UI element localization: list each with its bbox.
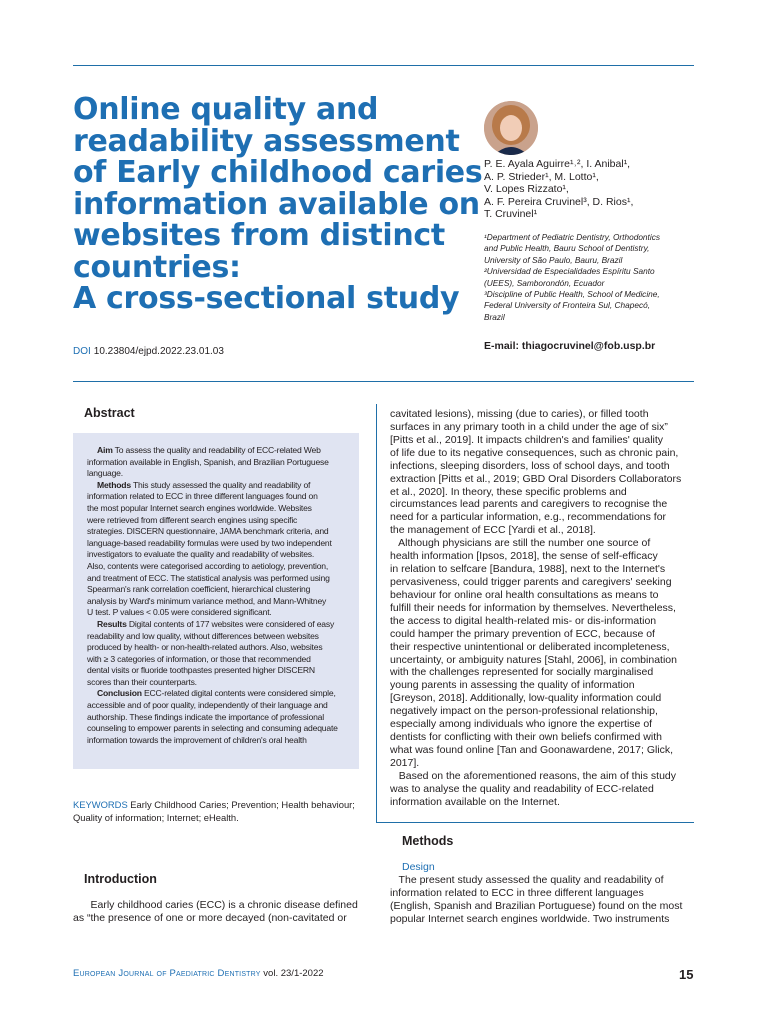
abstract-line [87, 584, 347, 596]
doi-link[interactable]: 10.23804/ejpd.2022.23.01.03 [93, 346, 224, 357]
text-line: in relation to selfcare [Bandura, 1988], next to the Internet's [390, 563, 666, 576]
abstract-line [87, 677, 347, 689]
text-line: (English, Spanish and Brazilian Portuguese) found on the most [390, 899, 683, 912]
abstract-line [87, 538, 347, 550]
affiliation-line: ³Discipline of Public Health, School of Medicine, [484, 289, 660, 300]
abstract-section-label: Methods [97, 479, 131, 490]
keywords-line: Quality of information; Internet; eHealth. [73, 812, 239, 823]
abstract-line [87, 723, 347, 735]
abstract-line [87, 712, 347, 724]
abstract-line-text: U test. P values < 0.05 were considered significant. [87, 607, 272, 618]
volume-info: vol. 23/1-2022 [260, 968, 324, 979]
author-line: V. Lopes Rizzato¹, [484, 183, 569, 196]
abstract-line-text: with ≥ 3 categories of information, or those that recommended [87, 653, 311, 664]
text-line: information available on the Internet. [390, 795, 560, 808]
text-line: what was found online [Tan and Goonawardene, 2017; Glick, [390, 743, 674, 756]
affiliation-line: and Public Health, Bauru School of Dentistry, [484, 243, 650, 254]
abstract-line [87, 468, 347, 480]
text-line: with the challenges represented for socially marginalised [390, 666, 654, 679]
abstract-line-text: counseling to empower parents in selecting and consuming adequate [87, 723, 338, 734]
text-line: health information [Ipsos, 2018], the sense of self-efficacy [390, 550, 658, 563]
affiliation-line: ¹Department of Pediatric Dentistry, Orthodontics [484, 232, 660, 242]
abstract-line [87, 642, 347, 654]
journal-footer [73, 968, 324, 979]
abstract-line [87, 549, 347, 561]
abstract-line-text: were retrieved from different search engines using specific [87, 514, 298, 525]
abstract-line-text: dental visits or fluoride toothpastes presented higher DISCERN [87, 665, 315, 676]
methods-heading: Methods [402, 834, 454, 848]
text-line: pervasiveness, could trigger parents and caregivers' seeking [390, 575, 672, 588]
abstract-section-label: Aim [97, 445, 113, 455]
text-line: extraction [Pitts et al., 2019; GBD Oral Disorders Collaborators [390, 472, 682, 485]
affiliation-line: Brazil [484, 311, 505, 322]
abstract-line [87, 561, 347, 573]
title-line: websites from distinct [73, 218, 445, 253]
abstract-line [87, 503, 347, 515]
title-line: countries: [73, 249, 241, 285]
title-line: A cross-sectional study [73, 281, 460, 316]
abstract-line [87, 619, 347, 631]
text-line: fulfill their needs for information by themselves. Nevertheless, [390, 601, 676, 614]
abstract-line-text: Digital contents of 177 websites were considered of easy [126, 618, 335, 629]
text-line: as “the presence of one or more decayed (non-cavitated or [73, 911, 347, 924]
affiliation-line: University of São Paulo, Bauru, Brazil [484, 254, 623, 265]
text-line: of life due to its negative consequences, such as chronic pain, [390, 446, 679, 459]
text-line: popular Internet search engines worldwide. Two instruments [390, 912, 670, 925]
text-line: 2017]. [390, 756, 420, 769]
abstract-line-text: language-based readability formulas were used by two independent [87, 537, 332, 548]
abstract-line-text: Also, contents were categorised according to aetiology, prevention, [87, 560, 329, 571]
right-column-text [390, 408, 695, 809]
abstract-line-text: and treatment of ECC. The statistical analysis was performed using [87, 572, 330, 583]
abstract-line [87, 688, 347, 700]
abstract-line-text: the most popular Internet search engines worldwide. Websites [87, 502, 312, 513]
abstract-line [87, 526, 347, 538]
text-line: [Greyson, 2018]. Additionally, low-quality information could [390, 692, 662, 705]
abstract-line-text: strategies. DISCERN questionnaire, JAMA benchmark criteria, and [87, 526, 329, 537]
abstract-line [87, 480, 347, 492]
abstract-line [87, 665, 347, 677]
text-line: uncertainty, or ambiguity natures [Stahl, 2006], in combination [390, 653, 677, 666]
keywords-text: Early Childhood Caries; Prevention; Health behaviour; [127, 799, 355, 810]
abstract-text [87, 445, 347, 746]
affiliation-line: Federal University of Fronteira Sul, Chapecó, [484, 300, 651, 311]
title-line: of Early childhood caries [73, 155, 483, 190]
journal-name: European Journal of Paediatric Dentistry [73, 968, 261, 979]
abstract-line-text: produced by health- or non-health-related authors. Also, websites [87, 642, 323, 653]
abstract-section-label: Results [97, 618, 127, 629]
abstract-line-text: investigators to evaluate the quality and readability of websites. [87, 549, 315, 560]
abstract-line-text: analysis by Ward's minimum variance method, and Mann-Whitney [87, 595, 327, 606]
abstract-line-text: scores than their counterparts. [87, 676, 197, 687]
doi-label: DOI [73, 346, 91, 357]
text-line: Based on the aforementioned reasons, the aim of this study [390, 769, 677, 782]
doi [73, 346, 224, 357]
abstract-line-text: This study assessed the quality and readability of [130, 479, 311, 490]
author-line: T. Cruvinel¹ [484, 208, 538, 221]
abstract-line-text: information related to ECC in three different languages found on [87, 491, 318, 502]
column-divider [376, 404, 377, 822]
abstract-line [87, 735, 347, 747]
keywords-line [73, 798, 359, 811]
header-bottom-rule [73, 381, 694, 382]
text-line: was to analyse the quality and readability of ECC-related [390, 782, 654, 795]
abstract-section-label: Conclusion [97, 688, 142, 699]
abstract-line [87, 573, 347, 585]
abstract-line-text: To assess the quality and readability of ECC-related Web [112, 445, 321, 455]
text-line: negatively impact on the person-professional relationship, [390, 705, 658, 718]
introduction-text [73, 899, 363, 925]
text-line: Although physicians are still the number one source of [390, 537, 651, 550]
author-line: A. F. Pereira Cruvinel³, D. Rios¹, [484, 195, 634, 208]
abstract-line [87, 654, 347, 666]
author-list [484, 158, 714, 221]
text-line: information related to ECC in three different languages [390, 886, 644, 899]
title-line: Online quality and [73, 92, 379, 127]
top-rule [73, 65, 694, 66]
methods-text [390, 874, 695, 926]
text-line: their respective unintentional or deliberated incompleteness, [390, 640, 670, 653]
page-number: 15 [679, 967, 694, 982]
design-subheading: Design [402, 861, 435, 873]
abstract-line-text: readability and low quality, without differences between websites [87, 630, 319, 641]
keywords-label: KEYWORDS [73, 799, 128, 810]
abstract-line [87, 607, 347, 619]
text-line: especially among individuals who ignore the expertise of [390, 718, 653, 731]
affiliation-line: (UEES), Samborondón, Ecuador [484, 277, 605, 288]
abstract-line [87, 491, 347, 503]
author-line: A. P. Strieder¹, M. Lotto¹, [484, 170, 599, 183]
text-line: behaviour for online oral health consultations as means to [390, 588, 659, 601]
abstract-line-text: ECC-related digital contents were considered simple, [141, 688, 336, 699]
text-line: need for a particular information, e.g., recommendations for [390, 511, 667, 524]
text-line: et al., 2020]. In theory, these specific problems and [390, 485, 627, 498]
article-title [73, 92, 483, 316]
text-line: Early childhood caries (ECC) is a chronic disease defined [73, 899, 358, 911]
abstract-line [87, 631, 347, 643]
text-line: cavitated lesions), missing (due to caries), or filled tooth [390, 408, 649, 420]
abstract-heading: Abstract [84, 406, 135, 420]
keywords [73, 798, 359, 824]
text-line: could hamper the primary prevention of ECC, because of [390, 627, 655, 640]
abstract-line-text: language. [87, 468, 123, 479]
abstract-line-text: authorship. These findings indicate the importance of professional [87, 711, 324, 722]
text-line: surfaces in any primary tooth in a child under the age of six” [390, 420, 668, 433]
abstract-line-text: information towards the improvement of children's oral health [87, 734, 307, 745]
author-line: P. E. Ayala Aguirre¹˒², I. Anibal¹, [484, 158, 631, 170]
text-line: the access to digital health-related mis- or dis-information [390, 614, 657, 627]
text-line: infections, sleeping disorders, loss of school days, and tooth [390, 459, 670, 472]
author-photo [484, 101, 538, 155]
abstract-line [87, 700, 347, 712]
text-line: young parents in assessing the quality of information [390, 679, 635, 692]
contact-email[interactable]: E-mail: thiagocruvinel@fob.usp.br [484, 340, 656, 352]
title-line: readability assessment [73, 123, 460, 159]
text-line: the management of ECC [Yardi et al., 2018]. [390, 524, 596, 537]
abstract-line-text: Spearman's rank correlation coefficient, hierarchical clustering [87, 584, 311, 595]
introduction-heading: Introduction [84, 872, 157, 886]
abstract-line-text: accessible and of poor quality, independently of their language and [87, 700, 328, 711]
affiliation-line: ²Universidad de Especialidades Espíritu Santo [484, 266, 655, 277]
abstract-line-text: information available in English, Spanish, and Brazilian Portuguese [87, 456, 329, 467]
affiliations [484, 232, 714, 323]
abstract-line [87, 596, 347, 608]
text-line: dentists for conflicting with their own beliefs confirmed with [390, 731, 662, 744]
text-line: circumstances lead parents and caregivers to recognise the [390, 498, 668, 511]
abstract-line [87, 445, 347, 457]
title-line: information available on [73, 186, 480, 222]
abstract-line [87, 515, 347, 527]
methods-rule [376, 822, 694, 823]
text-line: The present study assessed the quality and readability of [390, 874, 664, 886]
text-line: [Pitts et al., 2019]. It impacts children's and families' quality [390, 433, 664, 446]
abstract-line [87, 457, 347, 469]
